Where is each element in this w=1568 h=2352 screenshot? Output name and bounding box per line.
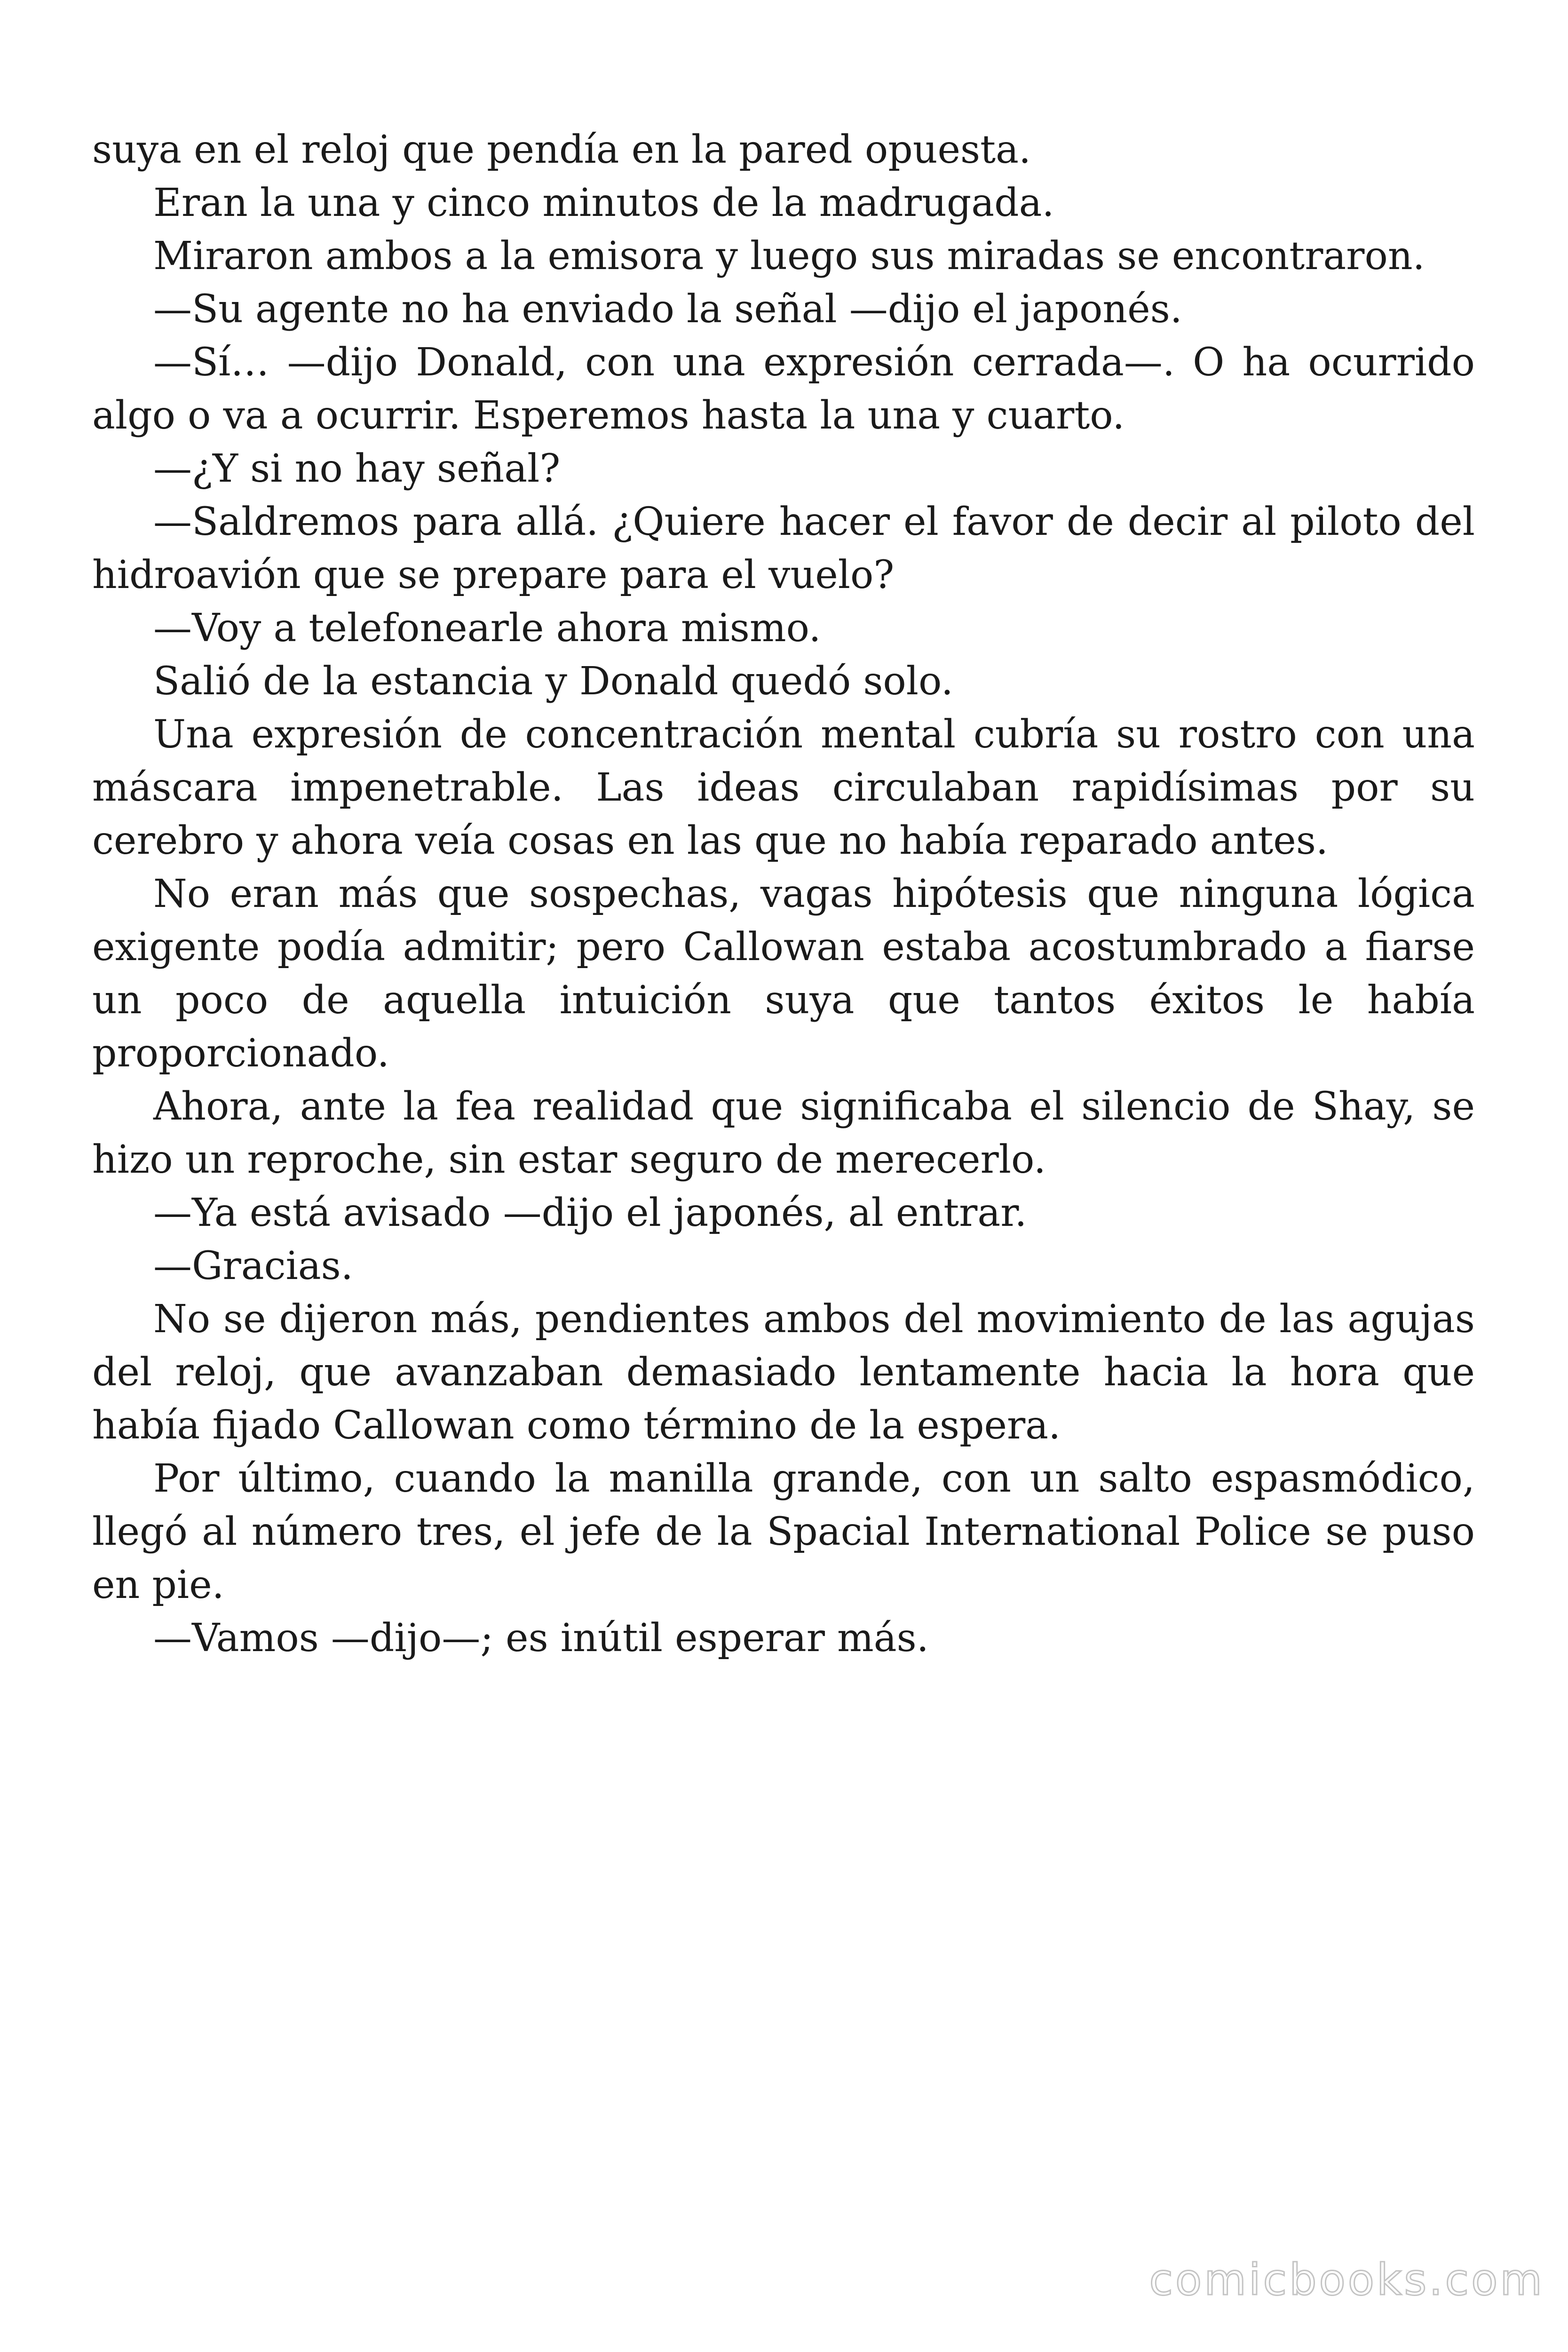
paragraph: —Saldremos para allá. ¿Quiere hacer el favor de decir al piloto del hidroavión que se prepare para el vuelo? <box>92 500 1475 597</box>
paragraph: —¿Y si no hay señal? <box>153 446 561 491</box>
paragraph: Una expresión de concentración mental cubría su rostro con una máscara impenetrable. Las ideas circulaban rapidísimas por su cerebro y ahora veía cosas en las que no había reparado antes. <box>92 712 1475 863</box>
paragraph: —Gracias. <box>153 1244 353 1288</box>
paragraph: —Su agente no ha enviado la señal —dijo el japonés. <box>153 287 1182 332</box>
paragraph: —Voy a telefonearle ahora mismo. <box>153 606 821 651</box>
paragraph: Eran la una y cinco minutos de la madrugada. <box>153 181 1054 225</box>
paragraph: —Ya está avisado —dijo el japonés, al entrar. <box>153 1191 1027 1235</box>
paragraph: No eran más que sospechas, vagas hipótesis que ninguna lógica exigente podía admitir; pero Callowan estaba acostumbrado a fiarse un poco de aquella intuición suya que tantos éxitos le había proporcionado. <box>92 872 1475 1076</box>
paragraph: —Sí… —dijo Donald, con una expresión cerrada—. O ha ocurrido algo o va a ocurrir. Esperemos hasta la una y cuarto. <box>92 340 1475 438</box>
paragraph: Por último, cuando la manilla grande, con un salto espasmódico, llegó al número tres, el jefe de la Spacial International Police se puso en pie. <box>92 1456 1475 1607</box>
paragraph: —Vamos —dijo—; es inútil esperar más. <box>153 1616 929 1661</box>
paragraph: suya en el reloj que pendía en la pared opuesta. <box>92 127 1031 172</box>
watermark: comicbooks.com <box>1149 2255 1544 2305</box>
paragraph: Ahora, ante la fea realidad que significaba el silencio de Shay, se hizo un reproche, sin estar seguro de merecerlo. <box>92 1084 1475 1182</box>
paragraph: Miraron ambos a la emisora y luego sus miradas se encontraron. <box>153 234 1425 278</box>
paragraph: Salió de la estancia y Donald quedó solo. <box>153 659 953 704</box>
body-text <box>92 123 1475 1665</box>
paragraph: No se dijeron más, pendientes ambos del movimiento de las agujas del reloj, que avanzaban demasiado lentamente hacia la hora que había fijado Callowan como término de la espera. <box>92 1297 1475 1448</box>
